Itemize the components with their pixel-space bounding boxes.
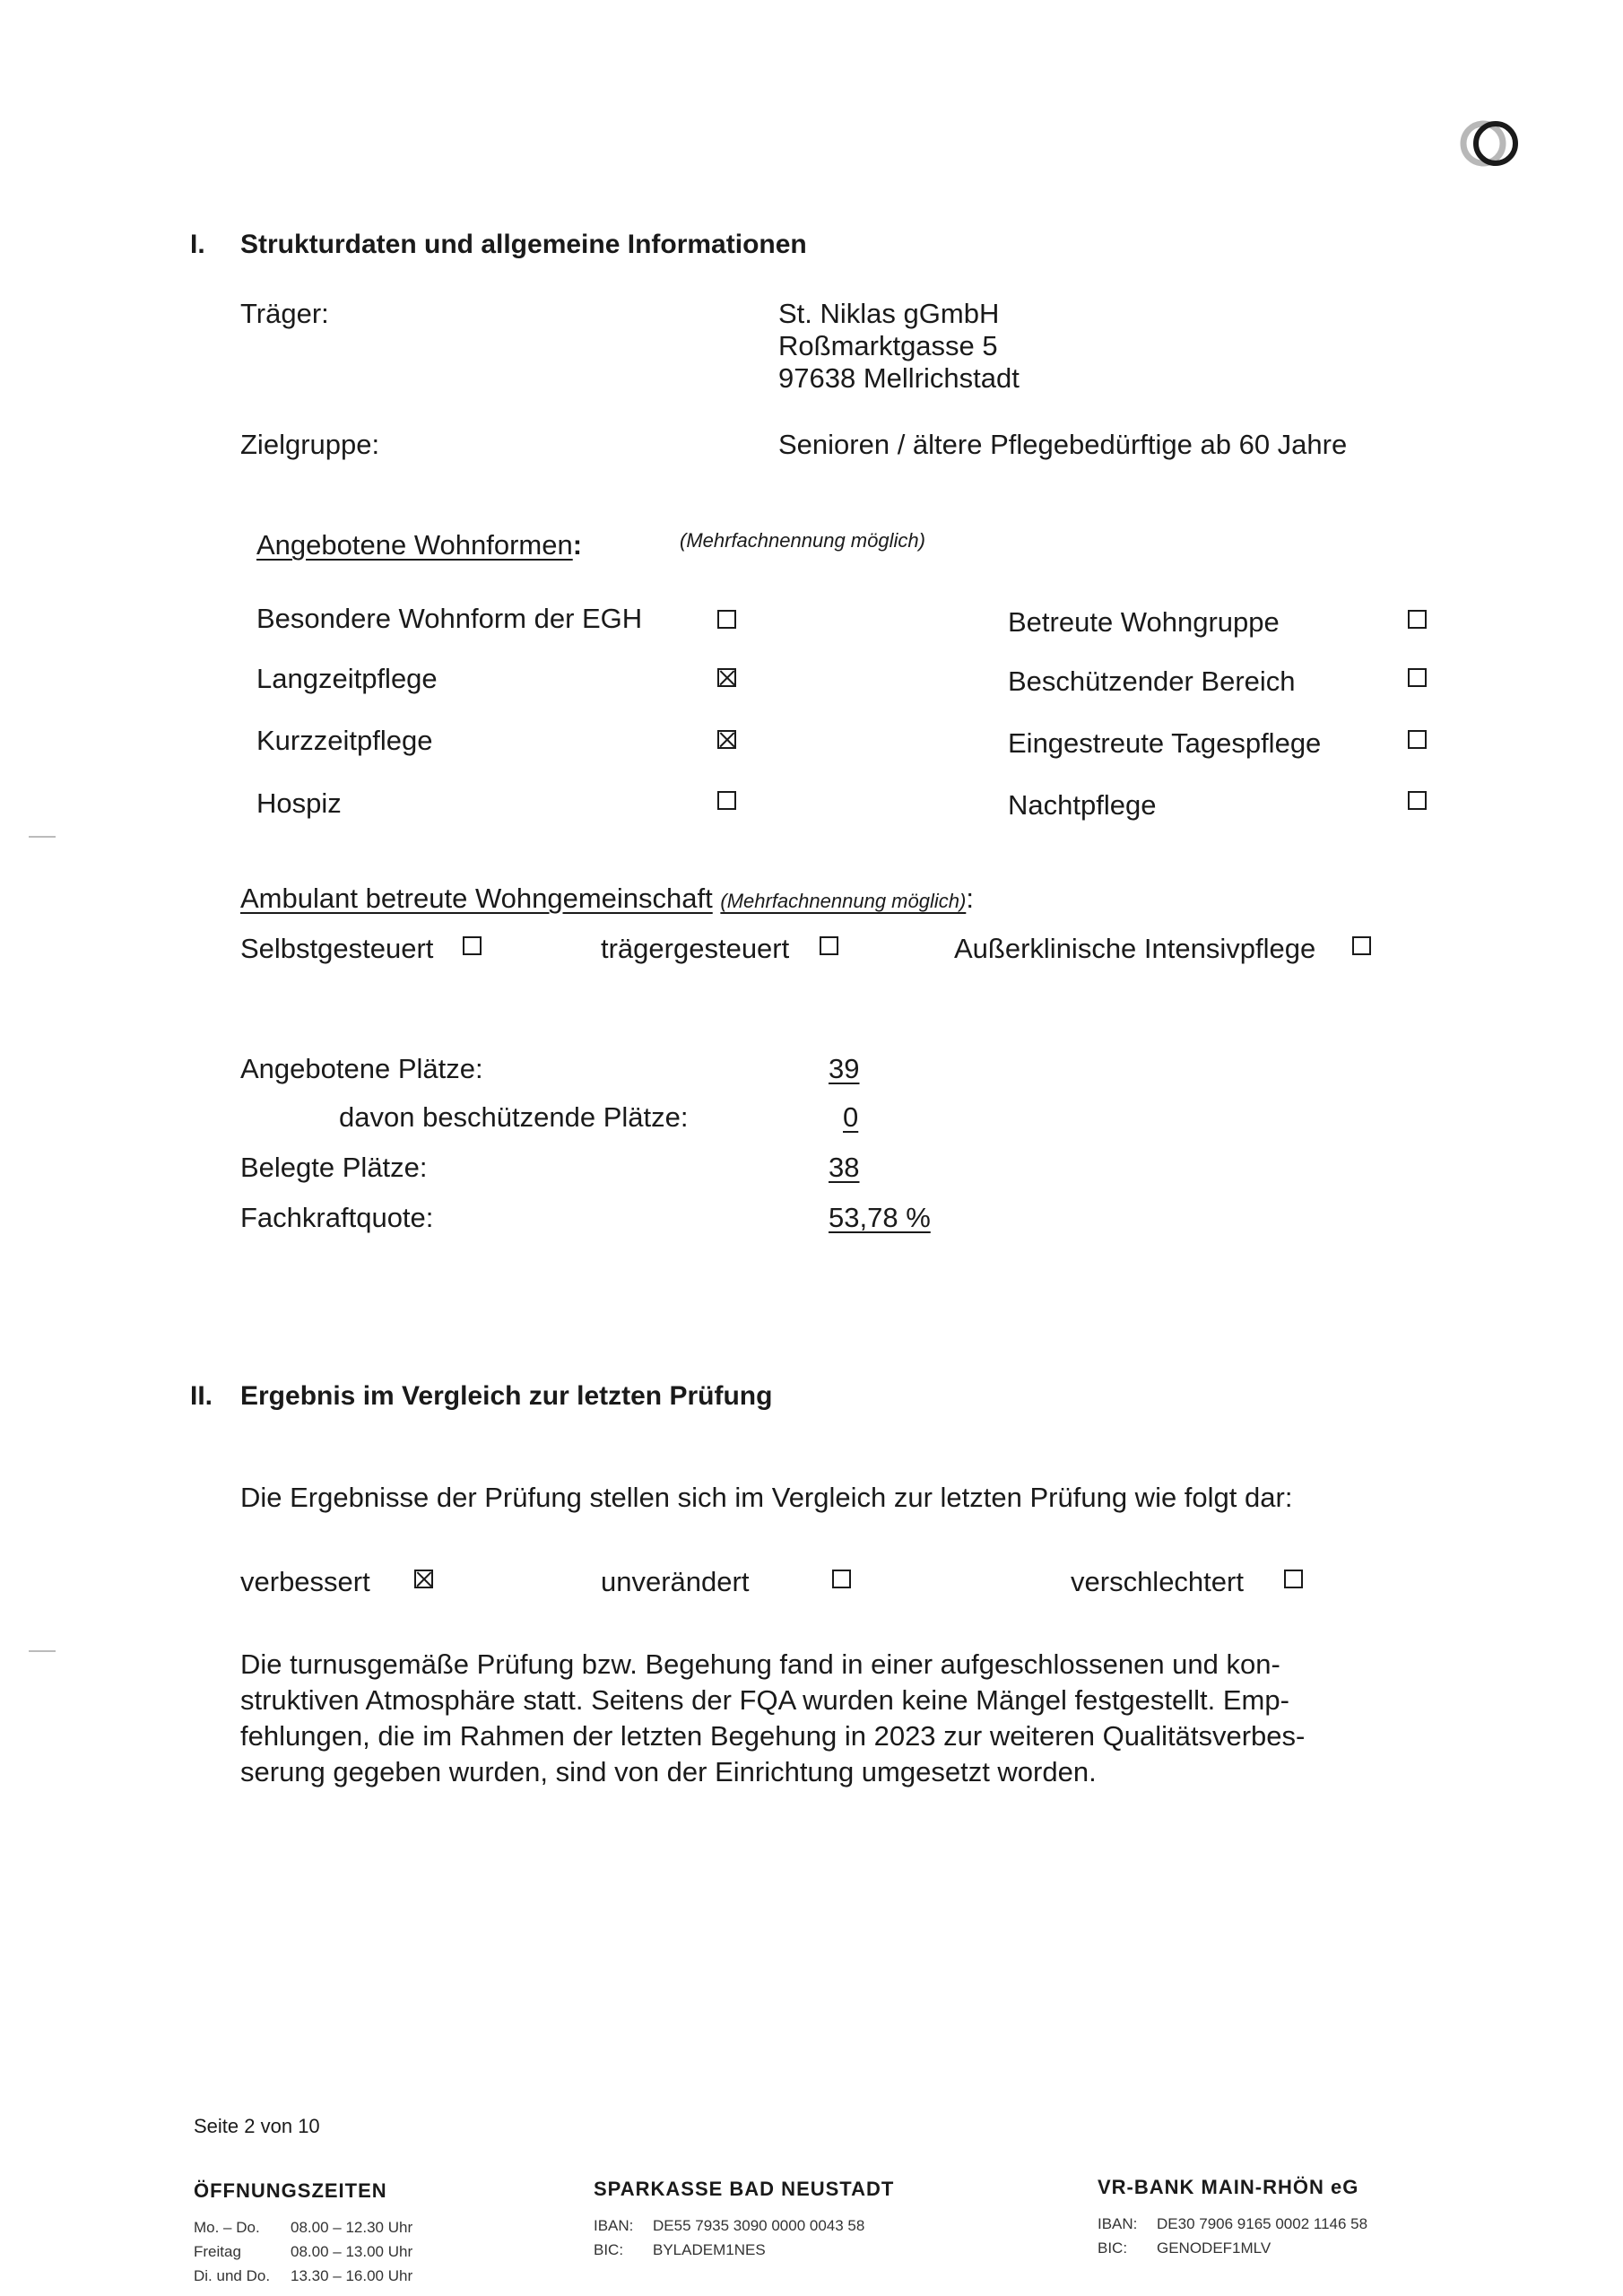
wohnformen-title: Angebotene Wohnformen	[256, 529, 573, 561]
zielgruppe-label: Zielgruppe:	[240, 429, 380, 460]
checkbox-langzeitpflege[interactable]	[717, 668, 736, 687]
ambulant-colon: :	[966, 883, 974, 914]
footer-vrbank-value: DE30 7906 9165 0002 1146 58	[1157, 2215, 1368, 2232]
plaetze-value: 39	[829, 1053, 860, 1084]
checkbox-selbstgesteuert[interactable]	[463, 936, 482, 955]
traeger-label: Träger:	[240, 298, 329, 329]
comparison-option-label: verschlechtert	[1071, 1566, 1244, 1597]
ambulant-option-label: Selbstgesteuert	[240, 933, 434, 964]
ambulant-option-label: Außerklinische Intensivpflege	[954, 933, 1316, 964]
plaetze-label: Angebotene Plätze:	[240, 1053, 483, 1084]
traeger-name: St. Niklas gGmbH	[778, 298, 1000, 329]
footer-sparkasse-key: BIC:	[594, 2241, 624, 2258]
plaetze-label: Belegte Plätze:	[240, 1152, 428, 1183]
footer-vrbank-key: BIC:	[1098, 2239, 1128, 2257]
footer-sparkasse-value: DE55 7935 3090 0000 0043 58	[653, 2217, 865, 2234]
footer-opening-hours-key: Mo. – Do.	[194, 2219, 260, 2236]
paragraph-line: struktiven Atmosphäre statt. Seitens der FQA wurden keine Mängel festgestellt. Emp-	[240, 1684, 1289, 1716]
footer-sparkasse-key: IBAN:	[594, 2217, 634, 2234]
footer-sparkasse-value: BYLADEM1NES	[653, 2241, 766, 2258]
ambulant-note: (Mehrfachnennung möglich)	[720, 890, 967, 912]
plaetze-label: Fachkraftquote:	[240, 1202, 434, 1233]
interlocked-rings-logo	[1453, 108, 1533, 179]
checkbox-traegergesteuert[interactable]	[820, 936, 838, 955]
paragraph-line: fehlungen, die im Rahmen der letzten Begehung in 2023 zur weiteren Qualitätsverbes-	[240, 1720, 1306, 1752]
checkbox-verschlechtert[interactable]	[1284, 1570, 1303, 1588]
comparison-option-label: verbessert	[240, 1566, 370, 1597]
wohnformen-colon: :	[572, 529, 583, 561]
wohnform-right-label: Nachtpflege	[1008, 789, 1157, 821]
footer-opening-hours-value: 08.00 – 12.30 Uhr	[291, 2219, 413, 2236]
paragraph-line: Die turnusgemäße Prüfung bzw. Begehung fand in einer aufgeschlossenen und kon-	[240, 1648, 1280, 1680]
plaetze-label: davon beschützende Plätze:	[339, 1101, 689, 1133]
checkbox-verbessert[interactable]	[414, 1570, 433, 1588]
wohnform-left-label: Hospiz	[256, 787, 342, 819]
section-2-paragraph	[240, 1647, 1305, 1790]
checkbox-kurzzeitpflege[interactable]	[717, 730, 736, 749]
section-2-number: II.	[190, 1381, 213, 1411]
fold-mark-top	[29, 836, 56, 838]
plaetze-value: 0	[843, 1101, 859, 1133]
footer-opening-hours-value: 08.00 – 13.00 Uhr	[291, 2243, 413, 2260]
section-2-intro: Die Ergebnisse der Prüfung stellen sich im Vergleich zur letzten Prüfung wie folgt dar:	[240, 1482, 1293, 1513]
footer-opening-hours-title: ÖFFNUNGSZEITEN	[194, 2179, 387, 2202]
footer-vrbank-key: IBAN:	[1098, 2215, 1138, 2232]
traeger-street: Roßmarktgasse 5	[778, 330, 998, 361]
zielgruppe-value: Senioren / ältere Pflegebedürftige ab 60 Jahre	[778, 429, 1348, 460]
checkbox-hospiz[interactable]	[717, 791, 736, 810]
fold-mark-bottom	[29, 1650, 56, 1652]
checkbox-nachtpflege[interactable]	[1408, 791, 1427, 810]
paragraph-line: serung gegeben wurden, sind von der Einrichtung umgesetzt worden.	[240, 1756, 1097, 1787]
checkbox-besondere-wohnform[interactable]	[717, 610, 736, 629]
checkbox-unveraendert[interactable]	[832, 1570, 851, 1588]
checkbox-betreute-wohngruppe[interactable]	[1408, 610, 1427, 629]
plaetze-value: 53,78 %	[829, 1202, 931, 1233]
section-2-title: Ergebnis im Vergleich zur letzten Prüfung	[240, 1381, 773, 1411]
wohnformen-note: (Mehrfachnennung möglich)	[680, 529, 925, 552]
comparison-option-label: unverändert	[601, 1566, 750, 1597]
traeger-city: 97638 Mellrichstadt	[778, 362, 1020, 394]
ambulant-option-label: trägergesteuert	[601, 933, 790, 964]
wohnform-left-label: Langzeitpflege	[256, 663, 438, 694]
footer-vrbank-value: GENODEF1MLV	[1157, 2239, 1271, 2257]
section-1-title: Strukturdaten und allgemeine Informationen	[240, 230, 807, 259]
ambulant-heading	[240, 883, 974, 915]
checkbox-eingestreute-tagespflege[interactable]	[1408, 730, 1427, 749]
section-1-number: I.	[190, 230, 205, 259]
page-number: Seite 2 von 10	[194, 2115, 320, 2137]
footer-opening-hours-key: Di. und Do.	[194, 2267, 271, 2284]
wohnform-right-label: Beschützender Bereich	[1008, 665, 1296, 697]
ambulant-title: Ambulant betreute Wohngemeinschaft	[240, 883, 713, 914]
checkbox-ausserklinische-intensivpflege[interactable]	[1352, 936, 1371, 955]
wohnform-right-label: Eingestreute Tagespflege	[1008, 727, 1322, 759]
checkbox-beschuetzender-bereich[interactable]	[1408, 668, 1427, 687]
footer-vrbank-title: VR-BANK MAIN-RHÖN eG	[1098, 2176, 1359, 2198]
footer-opening-hours-key: Freitag	[194, 2243, 241, 2260]
plaetze-value: 38	[829, 1152, 860, 1183]
footer-sparkasse-title: SPARKASSE BAD NEUSTADT	[594, 2178, 895, 2200]
wohnform-right-label: Betreute Wohngruppe	[1008, 606, 1280, 638]
wohnformen-heading	[256, 529, 582, 561]
wohnform-left-label: Kurzzeitpflege	[256, 725, 433, 756]
wohnform-left-label: Besondere Wohnform der EGH	[256, 603, 643, 634]
footer-opening-hours-value: 13.30 – 16.00 Uhr	[291, 2267, 413, 2284]
